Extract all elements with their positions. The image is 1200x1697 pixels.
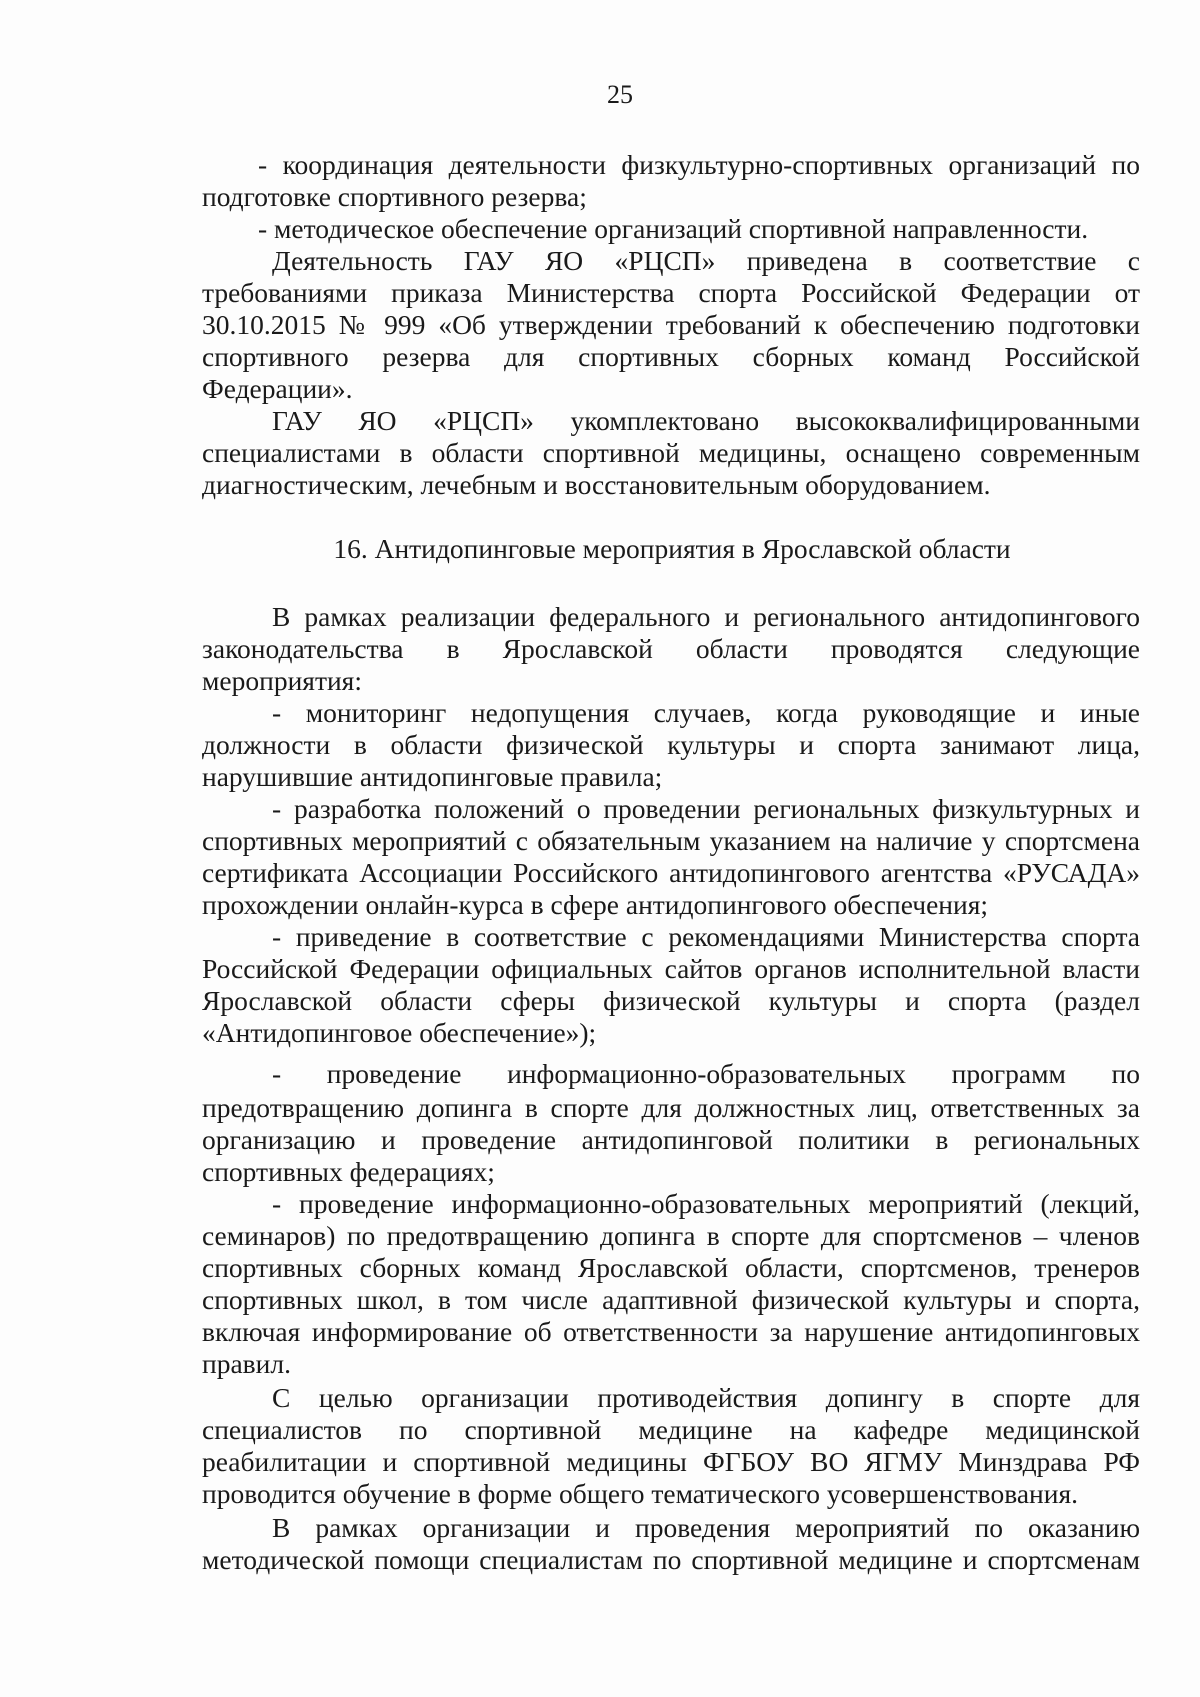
text-line: спортивных сборных команд Ярославской области, спортсменов, тренеров (202, 1252, 1140, 1283)
text-line: прохождении онлайн-курса в сфере антидопингового обеспечения; (202, 889, 988, 920)
text-line: законодательства в Ярославской области проводятся следующие (202, 633, 1140, 664)
text-line: специалистами в области спортивной медицины, оснащено современным (202, 437, 1140, 468)
text-line: - проведение информационно-образовательных программ по (272, 1058, 1140, 1089)
text-line: предотвращению допинга в спорте для должностных лиц, ответственных за (202, 1092, 1140, 1123)
text-line: специалистов по спортивной медицине на кафедре медицинской (202, 1414, 1140, 1445)
text-line: Ярославской области сферы физической культуры и спорта (раздел (202, 985, 1140, 1016)
text-line: правил. (202, 1348, 291, 1379)
text-line: семинаров) по предотвращению допинга в спорте для спортсменов – членов (202, 1220, 1140, 1251)
text-line: проводится обучение в форме общего тематического усовершенствования. (202, 1478, 1079, 1509)
text-line: сертификата Ассоциации Российского антидопингового агентства «РУСАДА» (202, 857, 1140, 888)
text-line: включая информирование об ответственности за нарушение антидопинговых (202, 1316, 1140, 1347)
text-line: должности в области физической культуры и спорта занимают лица, (202, 729, 1140, 760)
text-line: В рамках реализации федерального и регионального антидопингового (272, 601, 1140, 632)
text-line: Деятельность ГАУ ЯО «РЦСП» приведена в соответствие с (272, 245, 1140, 276)
text-line: ГАУ ЯО «РЦСП» укомплектовано высококвалифицированными (272, 405, 1140, 436)
text-line: В рамках организации и проведения мероприятий по оказанию (272, 1512, 1140, 1543)
text-line: С целью организации противодействия допингу в спорте для (272, 1382, 1140, 1413)
text-line: - приведение в соответствие с рекомендациями Министерства спорта (272, 921, 1140, 952)
text-line: «Антидопинговое обеспечение»); (202, 1017, 597, 1048)
text-line: Федерации». (202, 373, 353, 404)
text-line: спортивных школ, в том числе адаптивной физической культуры и спорта, (202, 1284, 1140, 1315)
page-number: 25 (607, 80, 633, 109)
text-line: методической помощи специалистам по спортивной медицине и спортсменам (202, 1544, 1140, 1575)
section-heading: 16. Антидопинговые мероприятия в Ярославской области (333, 533, 1011, 564)
text-line: - методическое обеспечение организаций спортивной направленности. (258, 213, 1089, 244)
text-line: подготовке спортивного резерва; (202, 181, 587, 212)
text-line: спортивных мероприятий с обязательным указанием на наличие у спортсмена (202, 825, 1140, 856)
text-line: реабилитации и спортивной медицины ФГБОУ ВО ЯГМУ Минздрава РФ (202, 1446, 1140, 1477)
text-line: - мониторинг недопущения случаев, когда руководящие и иные (272, 697, 1140, 728)
text-line: 30.10.2015 № 999 «Об утверждении требований к обеспечению подготовки (202, 309, 1140, 340)
text-line: спортивных федерациях; (202, 1156, 495, 1187)
text-line: - проведение информационно-образовательных мероприятий (лекций, (272, 1188, 1140, 1219)
text-line: Российской Федерации официальных сайтов органов исполнительной власти (202, 953, 1140, 984)
text-line: - разработка положений о проведении региональных физкультурных и (272, 793, 1140, 824)
text-line: спортивного резерва для спортивных сборных команд Российской (202, 341, 1140, 372)
text-line: диагностическим, лечебным и восстановительным оборудованием. (202, 469, 991, 500)
text-line: нарушившие антидопинговые правила; (202, 761, 663, 792)
text-line: требованиями приказа Министерства спорта Российской Федерации от (202, 277, 1140, 308)
text-line: организацию и проведение антидопинговой политики в региональных (202, 1124, 1140, 1155)
text-line: - координация деятельности физкультурно-спортивных организаций по (258, 149, 1140, 180)
text-line: мероприятия: (202, 665, 362, 696)
